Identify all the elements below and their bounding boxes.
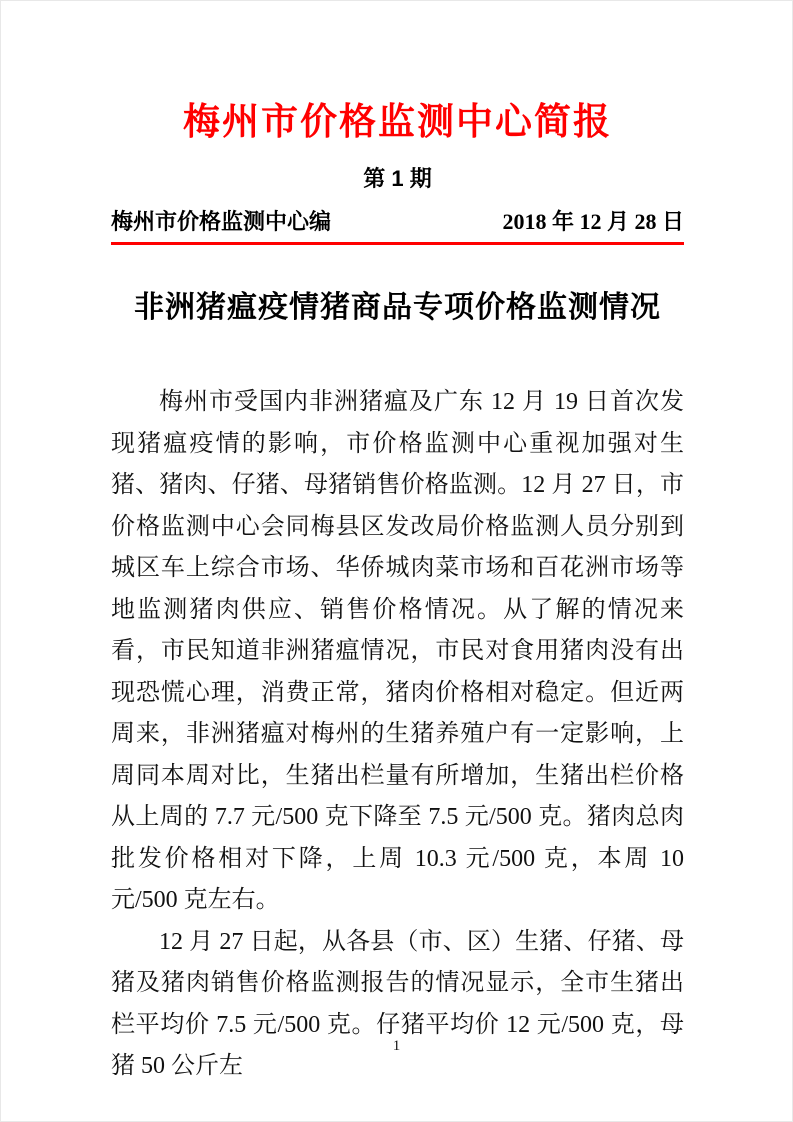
article-paragraph-2: 12 月 27 日起，从各县（市、区）生猪、仔猪、母猪及猪肉销售价格监测报告的情况显示，全市生猪出栏平均价 7.5 元/500 克。仔猪平均价 12 元/500 克，母猪 50 公斤左	[111, 928, 684, 1080]
masthead-meta-row	[111, 209, 684, 235]
masthead-divider	[111, 242, 684, 245]
article-paragraph-1: 梅州市受国内非洲猪瘟及广东 12 月 19 日首次发现猪瘟疫情的影响，市价格监测中心重视加强对生猪、猪肉、仔猪、母猪销售价格监测。12 月 27 日，市价格监测中心会同梅县区发改局价格监测人员分别到城区车上综合市场、华侨城肉菜市场和百花洲市场等地监测猪肉供应、销售价格情况。从了解的情况来看，市民知道非洲猪瘟情况，市民对食用猪肉没有出现恐慌心理，消费正常，猪肉价格相对稳定。但近两周来，非洲猪瘟对梅州的生猪养殖户有一定影响，上周同本周对比，生猪出栏量有所增加，生猪出栏价格从上周的 7.7 元/500 克下降至 7.5 元/500 克。猪肉总肉批发价格相对下降，上周 10.3 元/500 克，本周 10 元/500 克左右。	[111, 389, 684, 914]
article-body	[111, 382, 684, 1088]
bulletin-masthead	[111, 101, 684, 245]
bulletin-title: 梅州市价格监测中心简报	[183, 101, 612, 142]
editor-label: 梅州市价格监测中心编	[111, 208, 332, 234]
page-number: 1	[392, 1038, 401, 1054]
article-headline: 非洲猪瘟疫情猪商品专项价格监测情况	[134, 291, 661, 325]
article	[111, 290, 684, 1088]
issue-number: 第 1 期	[363, 165, 432, 191]
publish-date: 2018 年 12 月 28 日	[502, 208, 684, 234]
